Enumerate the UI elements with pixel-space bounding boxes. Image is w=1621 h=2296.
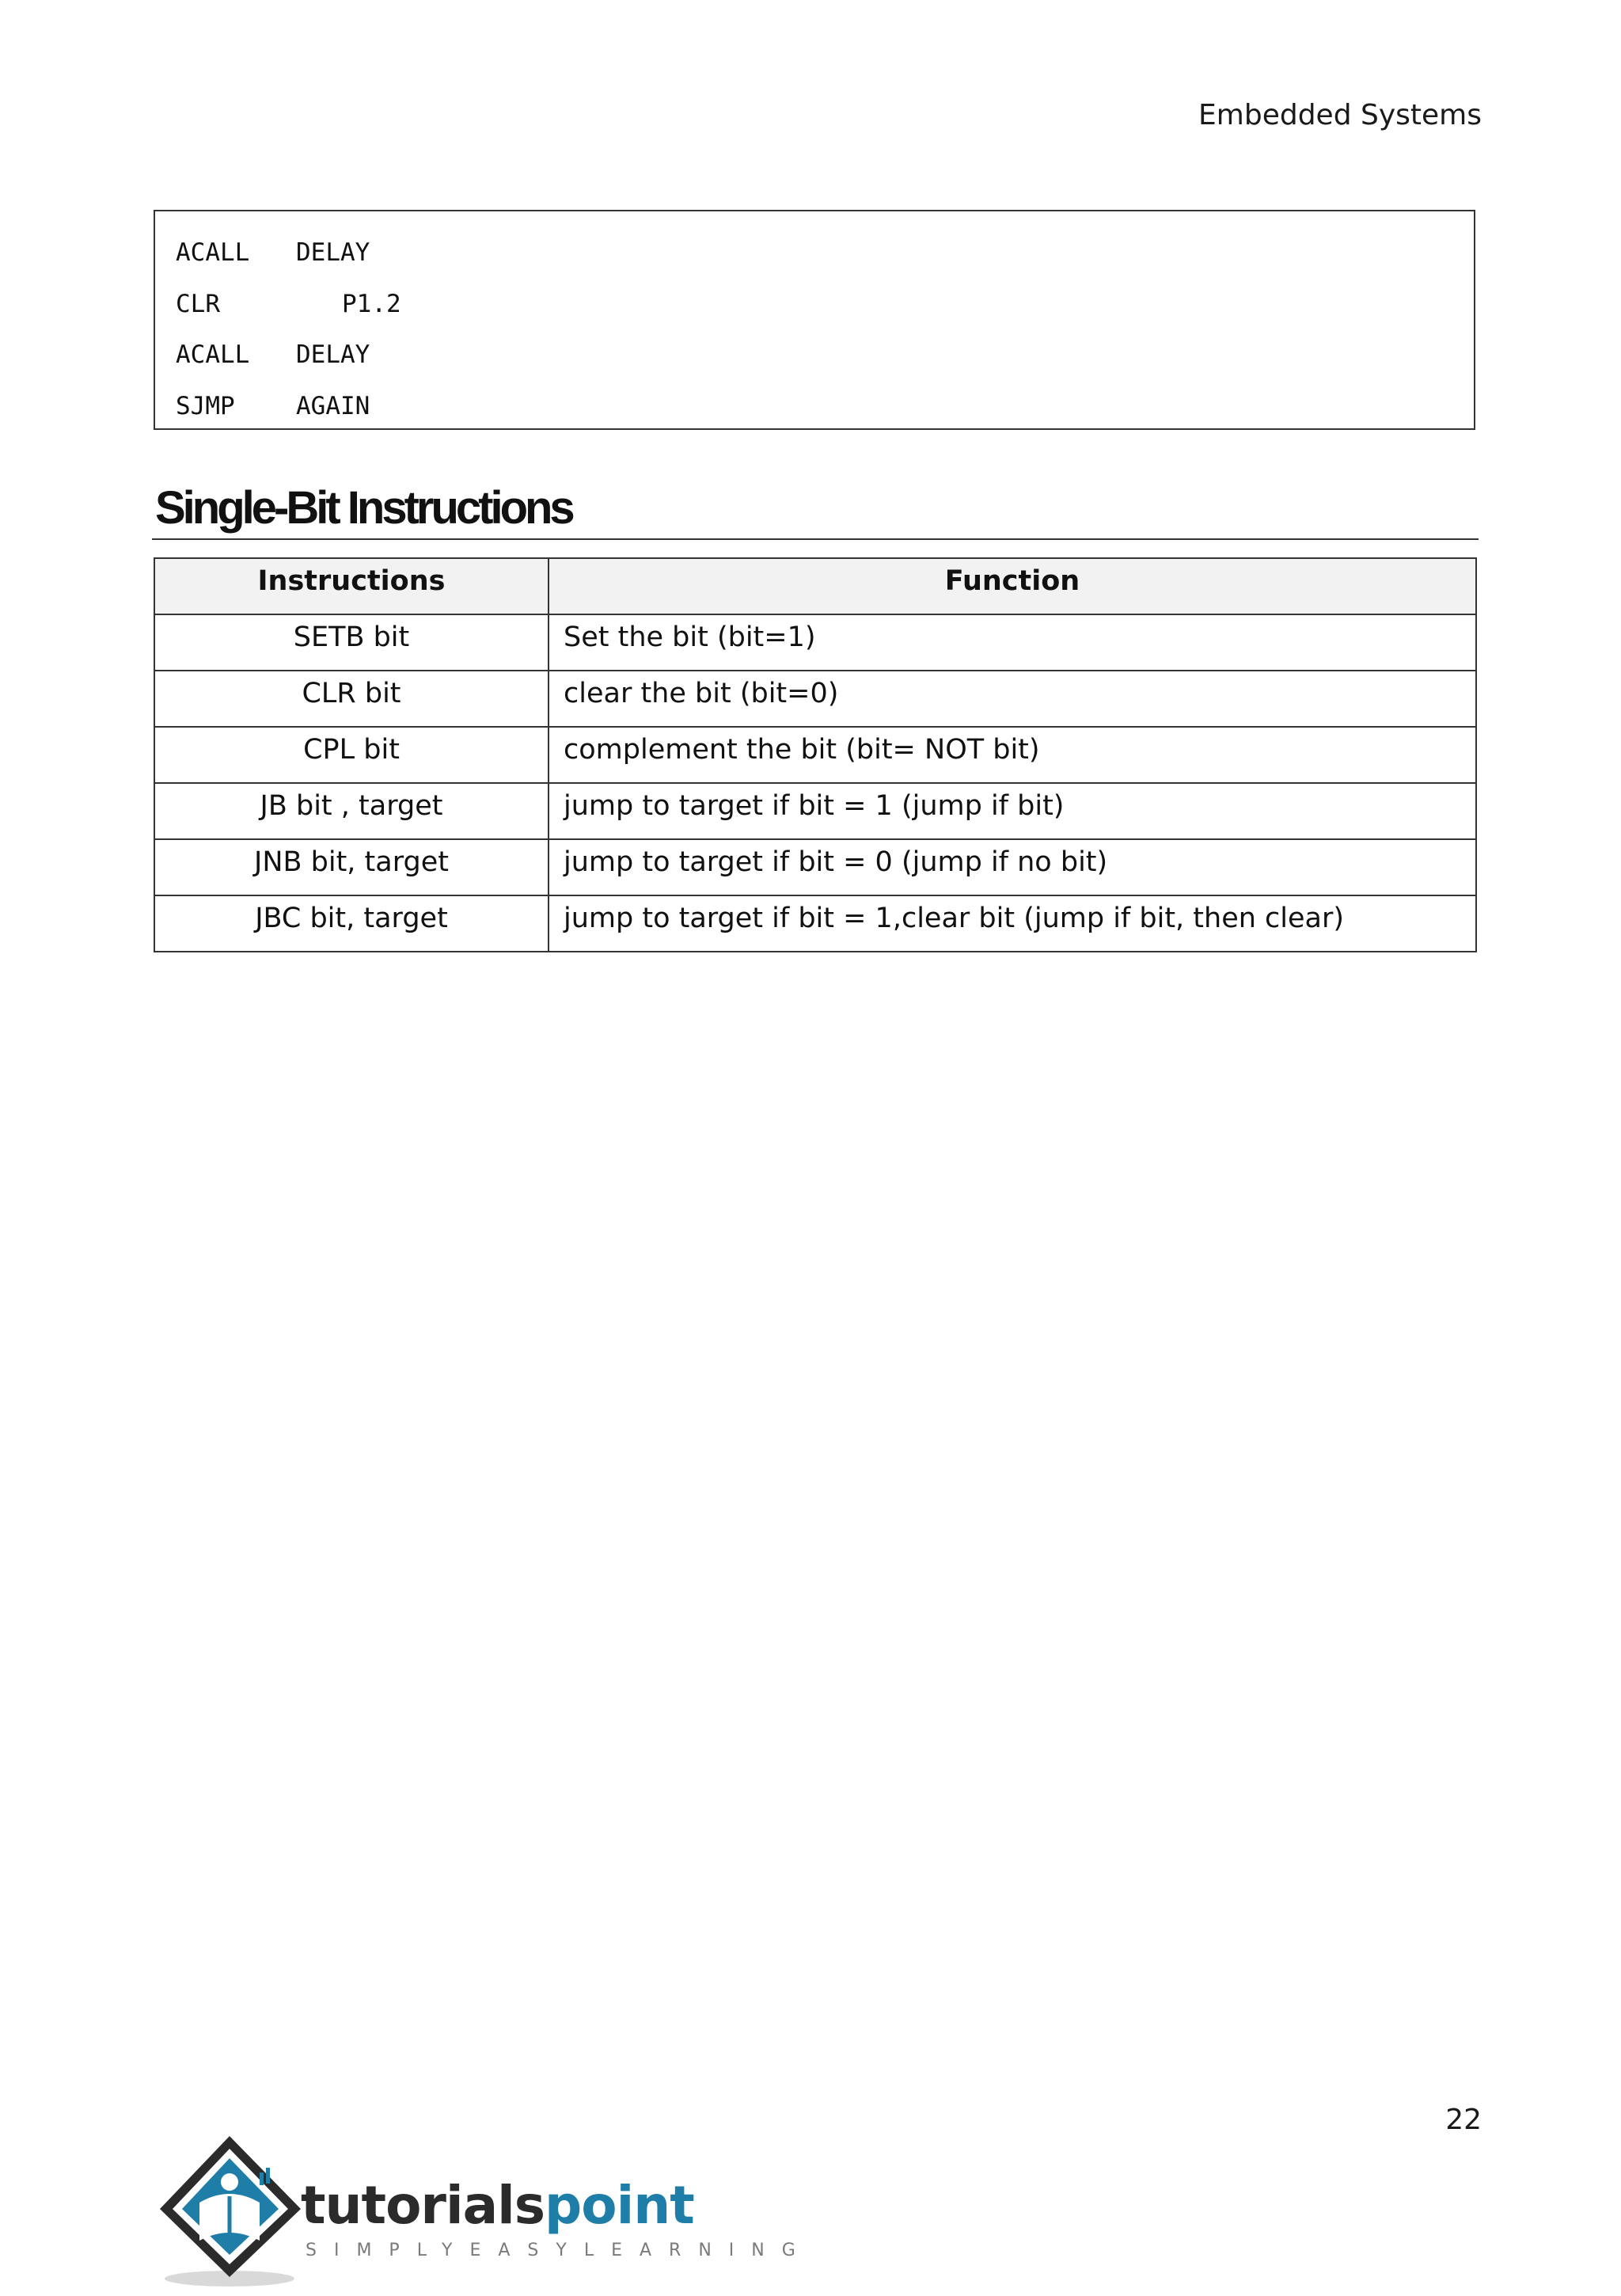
- code-line: [176, 227, 1453, 279]
- code-operand: AGAIN: [296, 391, 370, 420]
- page-number: 22: [1445, 2104, 1482, 2136]
- function-cell: jump to target if bit = 1 (jump if bit): [549, 783, 1476, 839]
- running-header: Embedded Systems: [1198, 99, 1482, 131]
- instruction-cell: JBC bit, target: [154, 895, 549, 952]
- function-cell: complement the bit (bit= NOT bit): [549, 727, 1476, 783]
- code-opcode: ACALL: [176, 340, 250, 369]
- instruction-cell: CLR bit: [154, 671, 549, 727]
- logo-emblem-icon: [150, 2130, 301, 2293]
- column-header-function: Function: [549, 558, 1476, 614]
- code-opcode: ACALL: [176, 238, 250, 267]
- table-row: [154, 839, 1476, 895]
- instruction-cell: SETB bit: [154, 614, 549, 671]
- code-line: [176, 279, 1453, 330]
- instruction-cell: CPL bit: [154, 727, 549, 783]
- table-row: [154, 671, 1476, 727]
- code-line: [176, 329, 1453, 381]
- table-header-row: [154, 558, 1476, 614]
- code-block: [154, 210, 1475, 430]
- section-heading: Single-Bit Instructions: [155, 482, 572, 534]
- tutorialspoint-logo: [150, 2130, 813, 2293]
- function-cell: jump to target if bit = 0 (jump if no bit): [549, 839, 1476, 895]
- column-header-instructions: Instructions: [154, 558, 549, 614]
- code-operand: P1.2: [342, 289, 401, 318]
- table-row: [154, 614, 1476, 671]
- table-row: [154, 895, 1476, 952]
- code-line: [176, 381, 1453, 432]
- logo-tagline: SIMPLYEASYLEARNING: [306, 2241, 813, 2260]
- function-cell: Set the bit (bit=1): [549, 614, 1476, 671]
- instruction-cell: JNB bit, target: [154, 839, 549, 895]
- code-operand: DELAY: [296, 340, 370, 369]
- code-operand: DELAY: [296, 238, 370, 267]
- function-cell: jump to target if bit = 1,clear bit (jump if bit, then clear): [549, 895, 1476, 952]
- instructions-table: [154, 557, 1477, 952]
- logo-wordmark: tutorialspoint: [301, 2175, 694, 2236]
- instruction-cell: JB bit , target: [154, 783, 549, 839]
- heading-rule: [152, 538, 1479, 540]
- function-cell: clear the bit (bit=0): [549, 671, 1476, 727]
- table-row: [154, 727, 1476, 783]
- table-row: [154, 783, 1476, 839]
- code-opcode: CLR: [176, 289, 220, 318]
- code-opcode: SJMP: [176, 391, 235, 420]
